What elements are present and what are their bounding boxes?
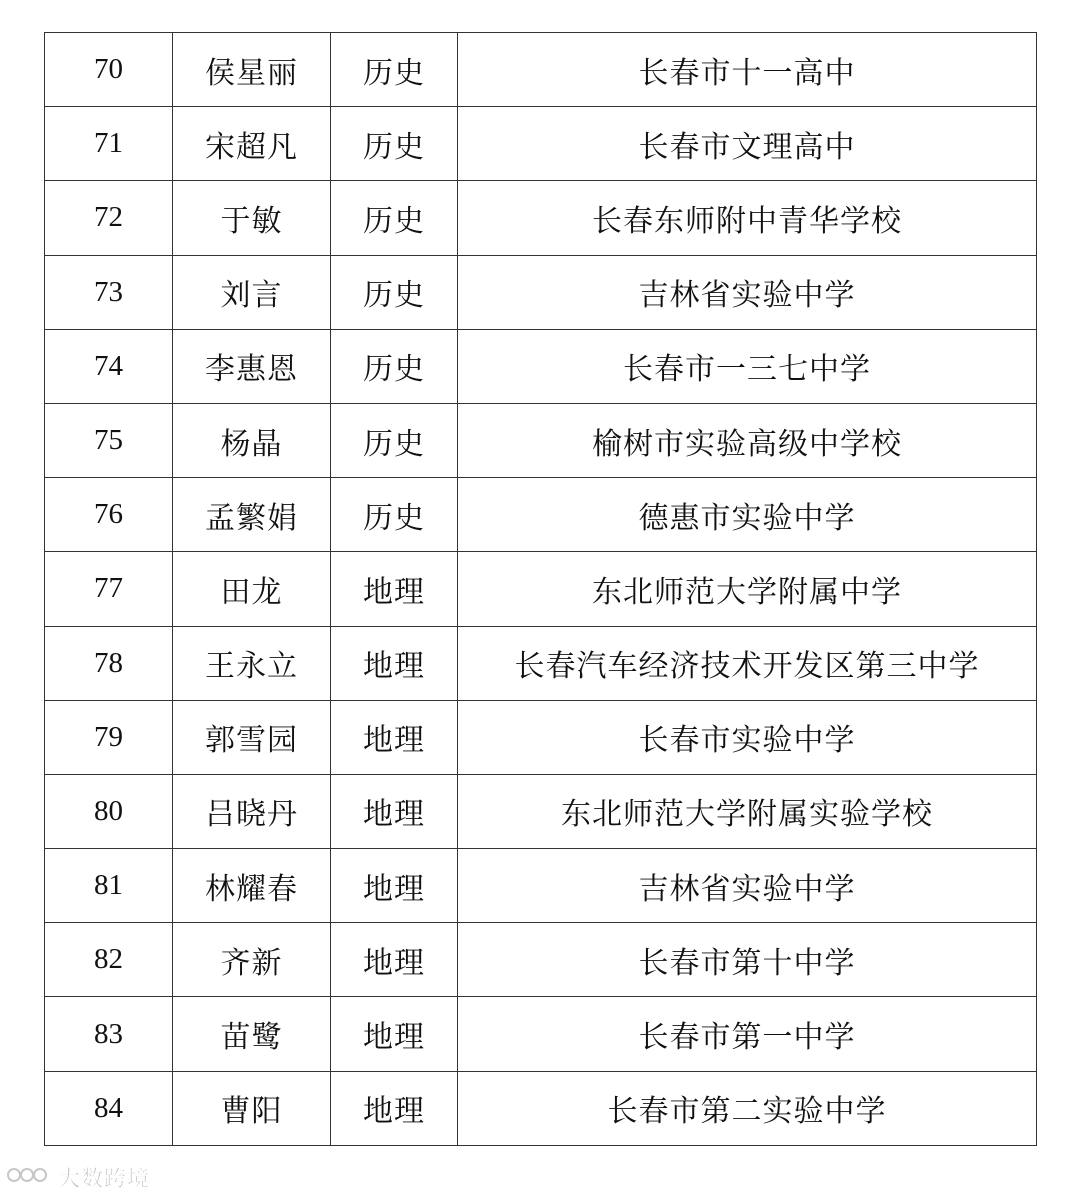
table-row — [45, 107, 1037, 181]
name-cell: 林耀春 — [173, 849, 331, 923]
row-number-cell: 74 — [45, 329, 173, 403]
row-number-cell: 81 — [45, 849, 173, 923]
name-cell: 王永立 — [173, 626, 331, 700]
row-number-cell: 77 — [45, 552, 173, 626]
subject-cell: 历史 — [331, 107, 458, 181]
school-cell: 榆树市实验高级中学校 — [458, 403, 1037, 477]
table-row — [45, 1071, 1037, 1145]
row-number-cell: 79 — [45, 700, 173, 774]
roster-table-body — [45, 33, 1037, 1146]
name-cell: 宋超凡 — [173, 107, 331, 181]
subject-cell: 历史 — [331, 478, 458, 552]
school-cell: 长春市第一中学 — [458, 997, 1037, 1071]
row-number-cell: 70 — [45, 33, 173, 107]
school-cell: 长春市第十中学 — [458, 923, 1037, 997]
roster-table — [44, 32, 1037, 1146]
name-cell: 孟繁娟 — [173, 478, 331, 552]
row-number-cell: 84 — [45, 1071, 173, 1145]
table-row — [45, 255, 1037, 329]
subject-cell: 地理 — [331, 997, 458, 1071]
subject-cell: 地理 — [331, 626, 458, 700]
subject-cell: 历史 — [331, 33, 458, 107]
name-cell: 侯星丽 — [173, 33, 331, 107]
subject-cell: 历史 — [331, 181, 458, 255]
row-number-cell: 71 — [45, 107, 173, 181]
table-row — [45, 700, 1037, 774]
watermark-logo-icon — [6, 1161, 50, 1193]
subject-cell: 历史 — [331, 403, 458, 477]
school-cell: 长春东师附中青华学校 — [458, 181, 1037, 255]
school-cell: 德惠市实验中学 — [458, 478, 1037, 552]
school-cell: 吉林省实验中学 — [458, 849, 1037, 923]
name-cell: 李惠恩 — [173, 329, 331, 403]
row-number-cell: 75 — [45, 403, 173, 477]
subject-cell: 历史 — [331, 329, 458, 403]
name-cell: 郭雪园 — [173, 700, 331, 774]
subject-cell: 地理 — [331, 1071, 458, 1145]
row-number-cell: 82 — [45, 923, 173, 997]
subject-cell: 地理 — [331, 552, 458, 626]
table-row — [45, 33, 1037, 107]
subject-cell: 地理 — [331, 700, 458, 774]
table-row — [45, 849, 1037, 923]
name-cell: 苗鹭 — [173, 997, 331, 1071]
name-cell: 于敏 — [173, 181, 331, 255]
name-cell: 齐新 — [173, 923, 331, 997]
table-row — [45, 181, 1037, 255]
subject-cell: 地理 — [331, 774, 458, 848]
subject-cell: 地理 — [331, 849, 458, 923]
table-row — [45, 997, 1037, 1071]
row-number-cell: 76 — [45, 478, 173, 552]
school-cell: 东北师范大学附属实验学校 — [458, 774, 1037, 848]
school-cell: 长春市文理高中 — [458, 107, 1037, 181]
roster-table-container — [44, 32, 1036, 1146]
table-row — [45, 923, 1037, 997]
school-cell: 吉林省实验中学 — [458, 255, 1037, 329]
subject-cell: 地理 — [331, 923, 458, 997]
name-cell: 杨晶 — [173, 403, 331, 477]
watermark — [6, 1161, 150, 1193]
table-row — [45, 403, 1037, 477]
table-row — [45, 478, 1037, 552]
school-cell: 长春市十一高中 — [458, 33, 1037, 107]
watermark-text: 大数跨境 — [58, 1166, 151, 1192]
name-cell: 曹阳 — [173, 1071, 331, 1145]
table-row — [45, 552, 1037, 626]
table-row — [45, 774, 1037, 848]
row-number-cell: 83 — [45, 997, 173, 1071]
name-cell: 刘言 — [173, 255, 331, 329]
row-number-cell: 78 — [45, 626, 173, 700]
row-number-cell: 73 — [45, 255, 173, 329]
row-number-cell: 72 — [45, 181, 173, 255]
school-cell: 东北师范大学附属中学 — [458, 552, 1037, 626]
school-cell: 长春市实验中学 — [458, 700, 1037, 774]
name-cell: 吕晓丹 — [173, 774, 331, 848]
name-cell: 田龙 — [173, 552, 331, 626]
school-cell: 长春市第二实验中学 — [458, 1071, 1037, 1145]
school-cell: 长春市一三七中学 — [458, 329, 1037, 403]
school-cell: 长春汽车经济技术开发区第三中学 — [458, 626, 1037, 700]
table-row — [45, 626, 1037, 700]
subject-cell: 历史 — [331, 255, 458, 329]
table-row — [45, 329, 1037, 403]
row-number-cell: 80 — [45, 774, 173, 848]
